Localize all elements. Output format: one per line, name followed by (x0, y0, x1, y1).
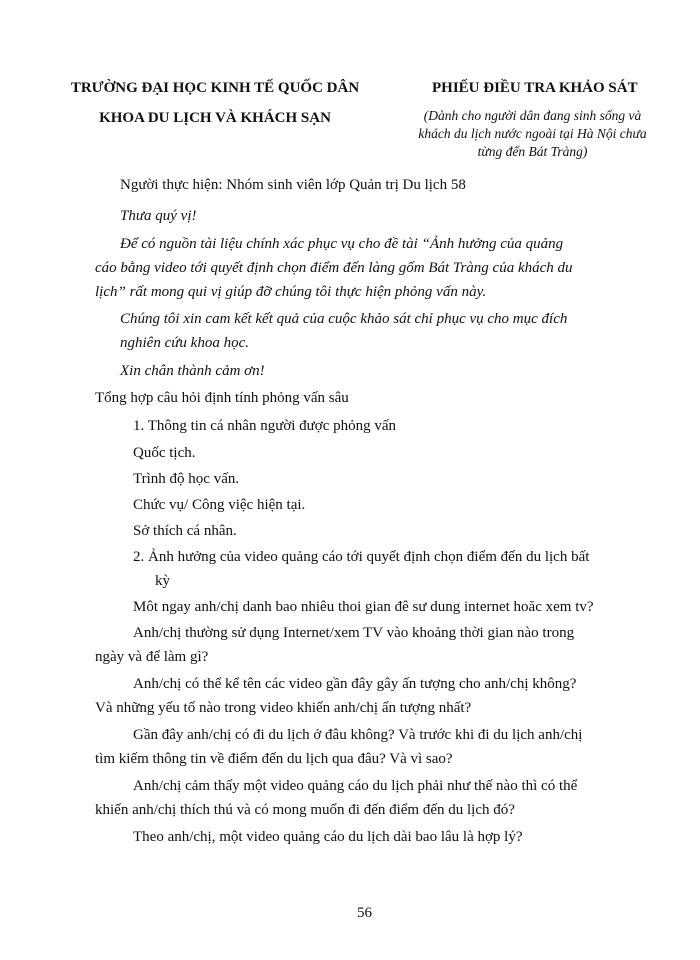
commit-line-2: nghiên cứu khoa học. (120, 335, 249, 351)
section-2-title-line2: kỳ (155, 573, 170, 589)
question-3-line2: Và những yếu tố nào trong video khiến anh/chị ấn tượng nhất? (95, 700, 472, 716)
faculty-name: KHOA DU LỊCH VÀ KHÁCH SẠN (99, 110, 331, 126)
question-3-line1: Anh/chị có thể kể tên các video gần đây gây ấn tượng cho anh/chị không? (133, 676, 577, 692)
intro-line-2: cáo bằng video tới quyết định chọn điểm đến làng gốm Bát Tràng của khách du (95, 260, 573, 276)
survey-subtitle-line2: khách du lịch nước ngoài tại Hà Nội chưa (418, 126, 647, 141)
personal-info-item: Trình độ học vấn. (133, 471, 240, 487)
section-1-title: 1. Thông tin cá nhân người được phỏng vấn (133, 418, 397, 434)
thanks-line: Xin chân thành cảm ơn! (120, 363, 265, 379)
question-2-line2: ngày và để làm gì? (95, 649, 209, 665)
question-5-line1: Anh/chị cảm thấy một video quảng cáo du lịch phải như thế nào thì có thể (133, 778, 578, 794)
personal-info-item: Quốc tịch. (133, 445, 196, 461)
summary-title: Tổng hợp câu hỏi định tính phỏng vấn sâu (95, 390, 349, 406)
survey-subtitle-line1: (Dành cho người dân đang sinh sống và (423, 108, 642, 123)
survey-subtitle-line3: từng đến Bát Tràng) (477, 144, 588, 159)
intro-line-1: Để có nguồn tài liệu chính xác phục vụ cho đề tài “Ảnh hưởng của quảng (120, 236, 564, 252)
performer-line: Người thực hiện: Nhóm sinh viên lớp Quản trị Du lịch 58 (120, 177, 466, 193)
question-5-line2: khiến anh/chị thích thú và có mong muốn đi đến điểm đến du lịch đó? (95, 802, 515, 818)
section-2-title-line1: 2. Ảnh hưởng của video quảng cáo tới quyết định chọn điểm đến du lịch bất (133, 549, 590, 565)
question-2-line1: Anh/chị thường sử dụng Internet/xem TV vào khoảng thời gian nào trong (133, 625, 575, 641)
page-number: 56 (357, 905, 372, 921)
intro-line-3: lịch” rất mong qui vị giúp đỡ chúng tôi thực hiện phỏng vấn này. (95, 284, 487, 300)
personal-info-item: Sở thích cá nhân. (133, 523, 237, 539)
question-1: Môt ngay anh/chị danh bao nhiêu thoi gian đê sư dung internet hoăc xem tv? (133, 599, 594, 615)
question-4-line2: tìm kiếm thông tin về điểm đến du lịch qua đâu? Và vì sao? (95, 751, 453, 767)
commit-line-1: Chúng tôi xin cam kết kết quả của cuộc khảo sát chỉ phục vụ cho mục đích (120, 311, 568, 327)
question-4-line1: Gần đây anh/chị có đi du lịch ở đâu không? Và trước khi đi du lịch anh/chị (133, 727, 583, 743)
personal-info-item: Chức vụ/ Công việc hiện tại. (133, 497, 306, 513)
survey-title: PHIẾU ĐIỀU TRA KHẢO SÁT (432, 80, 638, 96)
question-6: Theo anh/chị, một video quảng cáo du lịch dài bao lâu là hợp lý? (133, 829, 523, 845)
greeting: Thưa quý vị! (120, 208, 197, 224)
university-name: TRƯỜNG ĐẠI HỌC KINH TẾ QUỐC DÂN (70, 80, 360, 96)
